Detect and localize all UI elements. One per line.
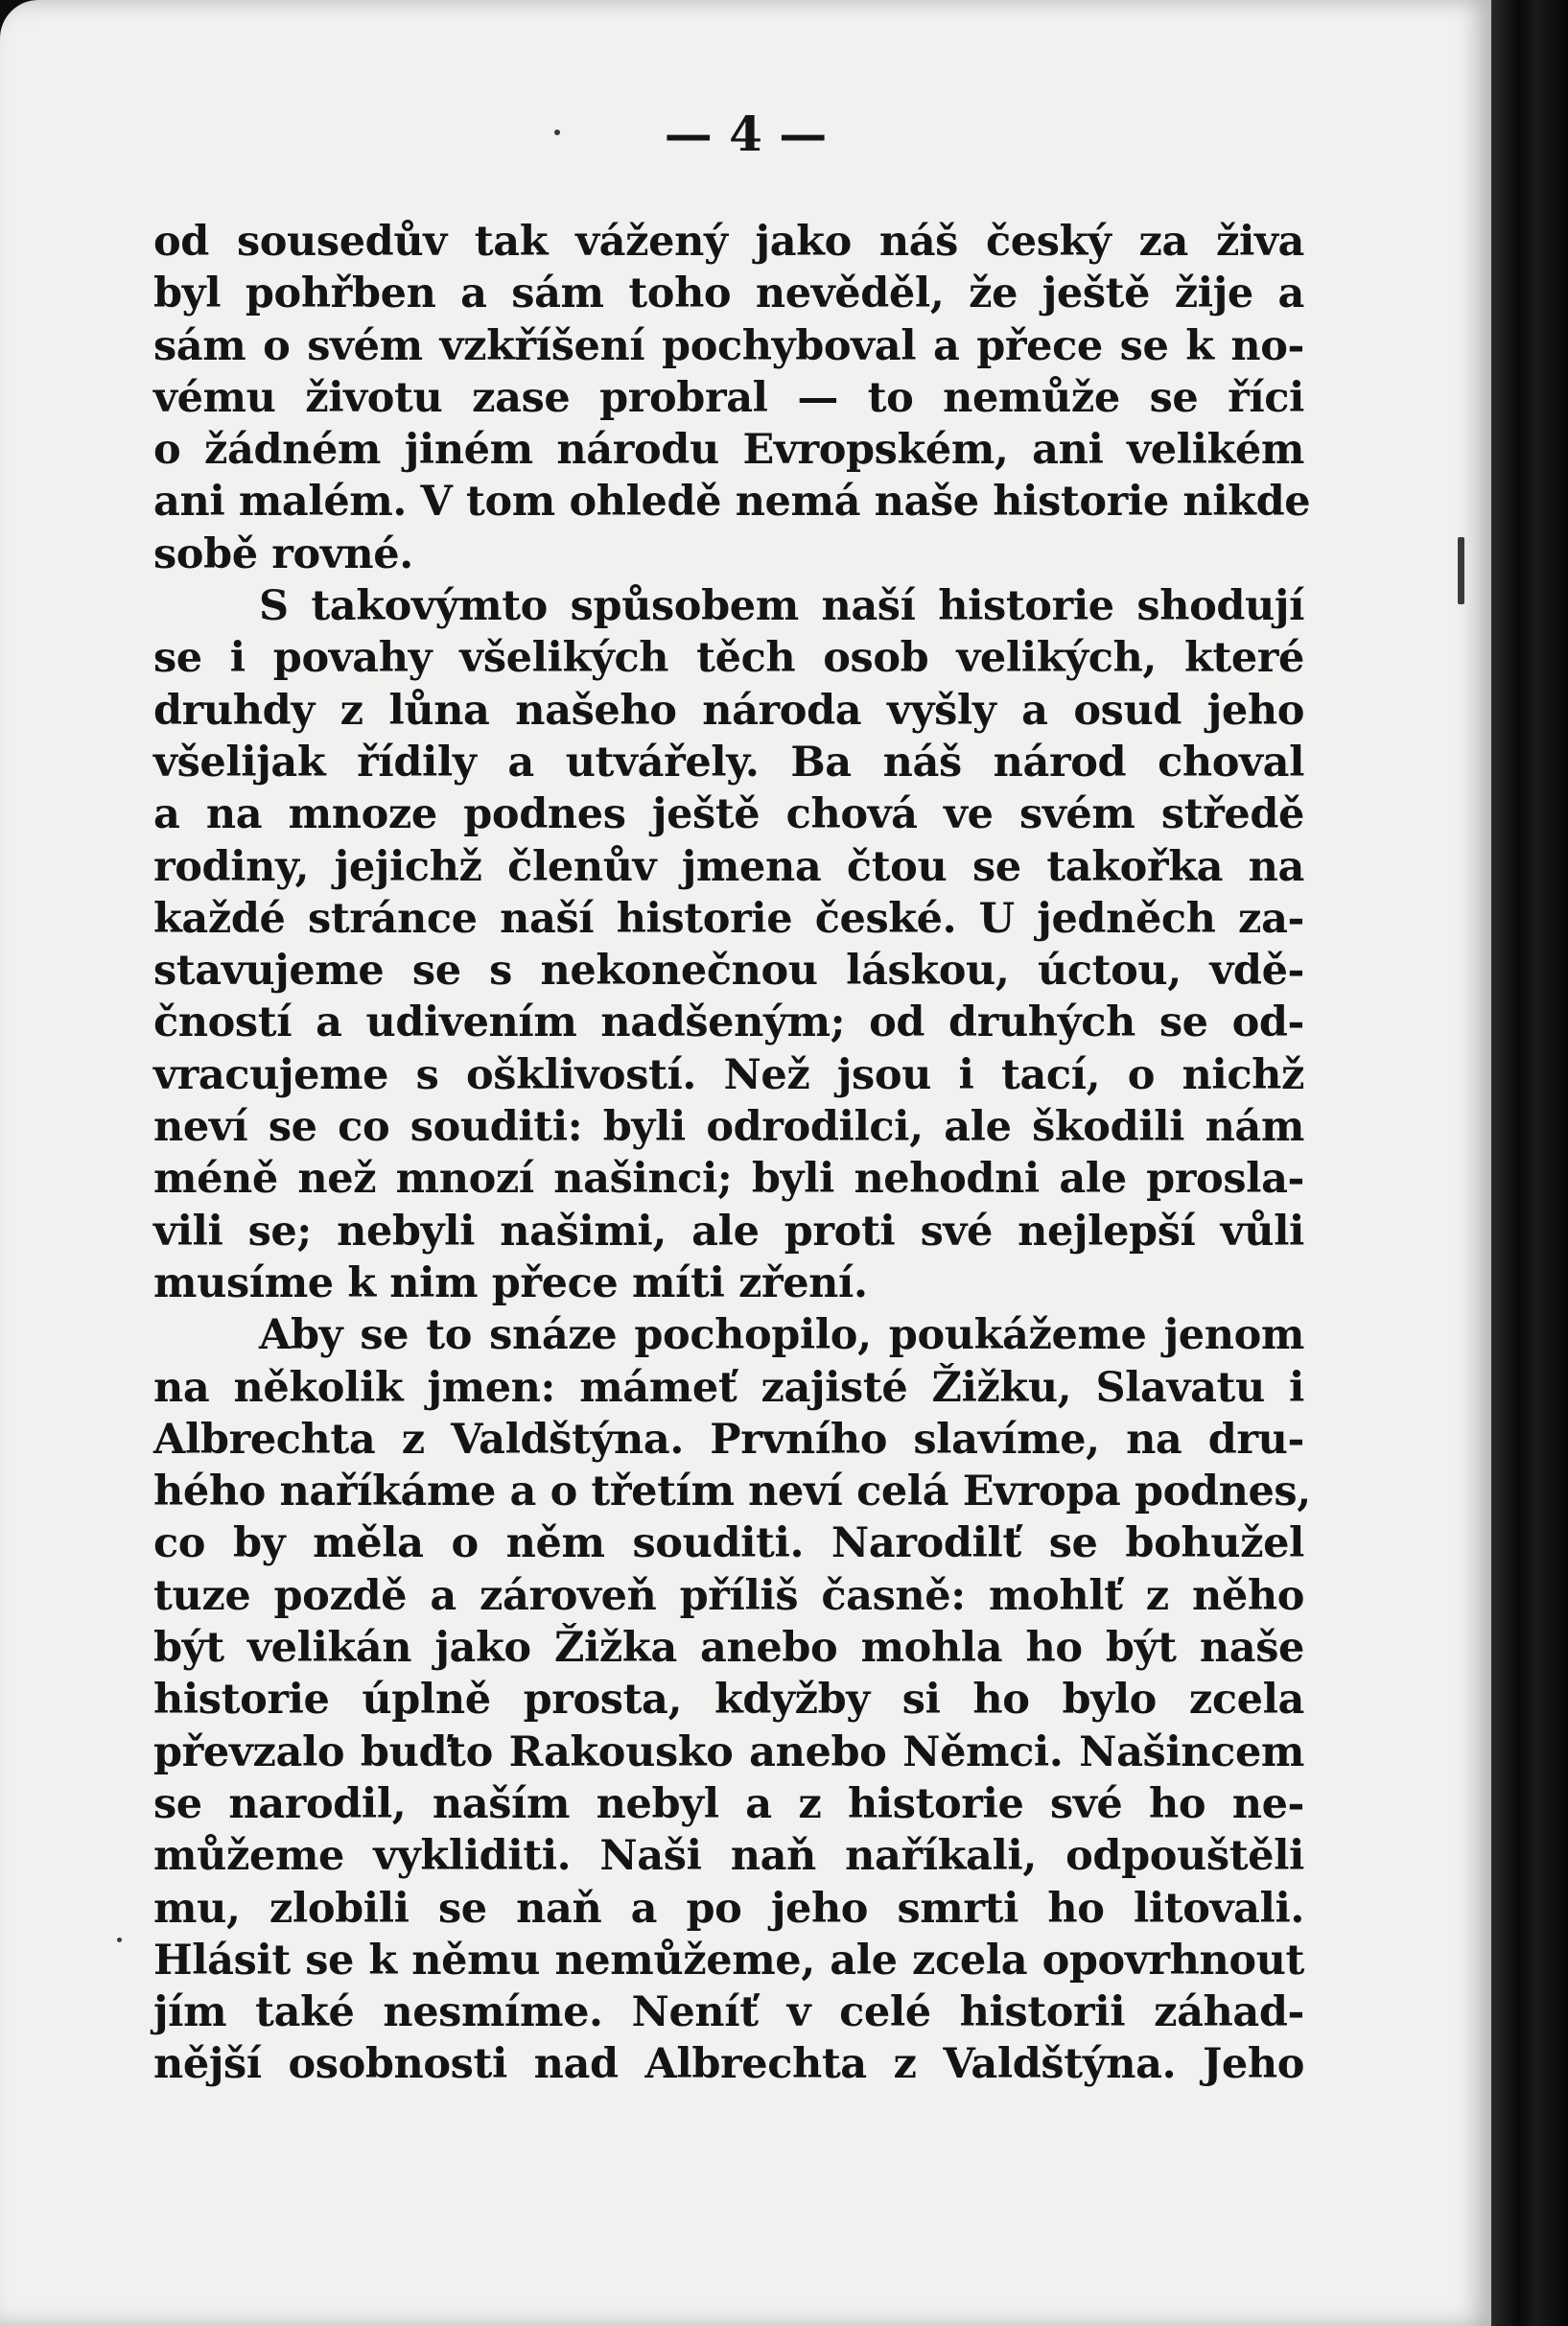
text-line: tuze pozdě a zároveň příliš časně: mohlť z něho	[153, 1571, 1304, 1620]
paragraph-3	[153, 1309, 1311, 2090]
text-line: o žádném jiném národu Evropském, ani velikém	[153, 426, 1304, 475]
text-line: druhdy z lůna našeho národa vyšly a osud jeho	[153, 686, 1304, 735]
text-line: vému životu zase probral — to nemůže se říci	[153, 373, 1304, 422]
text-line: stavujeme se s nekonečnou láskou, úctou, vdě-	[153, 947, 1304, 996]
text-line: mu, zlobili se naň a po jeho smrti ho litovali.	[153, 1884, 1304, 1933]
text-line: každé stránce naší historie české. U jedněch za-	[153, 894, 1304, 943]
text-line: se narodil, naším nebyl a z historie své ho ne-	[153, 1779, 1304, 1828]
text-line: neví se co souditi: byli odrodilci, ale škodili nám	[153, 1103, 1304, 1152]
text-line: méně než mnozí našinci; byli nehodni ale prosla-	[153, 1155, 1304, 1204]
text-line: můžeme vykliditi. Naši naň naříkali, odpouštěli	[153, 1832, 1304, 1881]
text-line: a na mnoze podnes ještě chová ve svém středě	[153, 790, 1304, 839]
print-speck	[117, 1938, 122, 1942]
text-line: Aby se to snáze pochopilo, poukážeme jenom	[259, 1311, 1304, 1360]
text-line: čností a udivením nadšeným; od druhých se od-	[153, 999, 1304, 1047]
text-line: Albrechta z Valdštýna. Prvního slavíme, na dru-	[153, 1415, 1304, 1464]
text-line: co by měla o něm souditi. Narodilť se bohužel	[153, 1519, 1304, 1568]
print-speck	[554, 129, 560, 135]
paragraph-2	[153, 580, 1304, 1309]
text-line: sobě rovné.	[153, 529, 413, 578]
text-line: vili se; nebyli našimi, ale proti své nejlepší vůli	[153, 1207, 1304, 1256]
text-line: všelijak řídily a utvářely. Ba náš národ choval	[153, 738, 1304, 787]
text-line: S takovýmto spůsobem naší historie shodují	[259, 582, 1304, 631]
text-line: se i povahy všelikých těch osob velikých, které	[153, 634, 1304, 683]
paragraph-1	[153, 216, 1311, 580]
text-line: rodiny, jejichž členův jmena čtou se takořka na	[153, 842, 1304, 891]
print-speck	[1458, 537, 1464, 604]
text-line: jím také nesmíme. Neníť v celé historii záhad-	[153, 1988, 1304, 2037]
text-line: hého naříkáme a o třetím neví celá Evropa podnes,	[153, 1468, 1311, 1516]
text-line: byl pohřben a sám toho nevěděl, že ještě žije a	[153, 270, 1304, 318]
page-number: — 4 —	[664, 106, 828, 162]
text-line: od sousedův tak vážený jako náš český za živa	[153, 218, 1304, 266]
body-text	[153, 216, 1311, 2091]
book-gutter	[1491, 0, 1568, 2326]
text-line: být velikán jako Žižka anebo mohla ho být naše	[153, 1624, 1304, 1673]
text-line: vracujeme s ošklivostí. Než jsou i tací, o nichž	[153, 1050, 1304, 1099]
text-line: převzalo buďto Rakousko anebo Němci. Našincem	[153, 1727, 1304, 1776]
text-line: ani malém. V tom ohledě nemá naše historie nikde	[153, 478, 1311, 527]
text-line: musíme k nim přece míti zření.	[153, 1258, 868, 1307]
text-line: sám o svém vzkříšení pochyboval a přece se k no-	[153, 321, 1304, 370]
text-line: Hlásit se k němu nemůžeme, ale zcela opovrhnout	[153, 1936, 1304, 1985]
text-line: nější osobnosti nad Albrechta z Valdštýna. Jeho	[153, 2040, 1304, 2089]
text-line: na několik jmen: mámeť zajisté Žižku, Slavatu i	[153, 1363, 1304, 1412]
text-line: historie úplně prosta, kdyžby si ho bylo zcela	[153, 1676, 1304, 1725]
